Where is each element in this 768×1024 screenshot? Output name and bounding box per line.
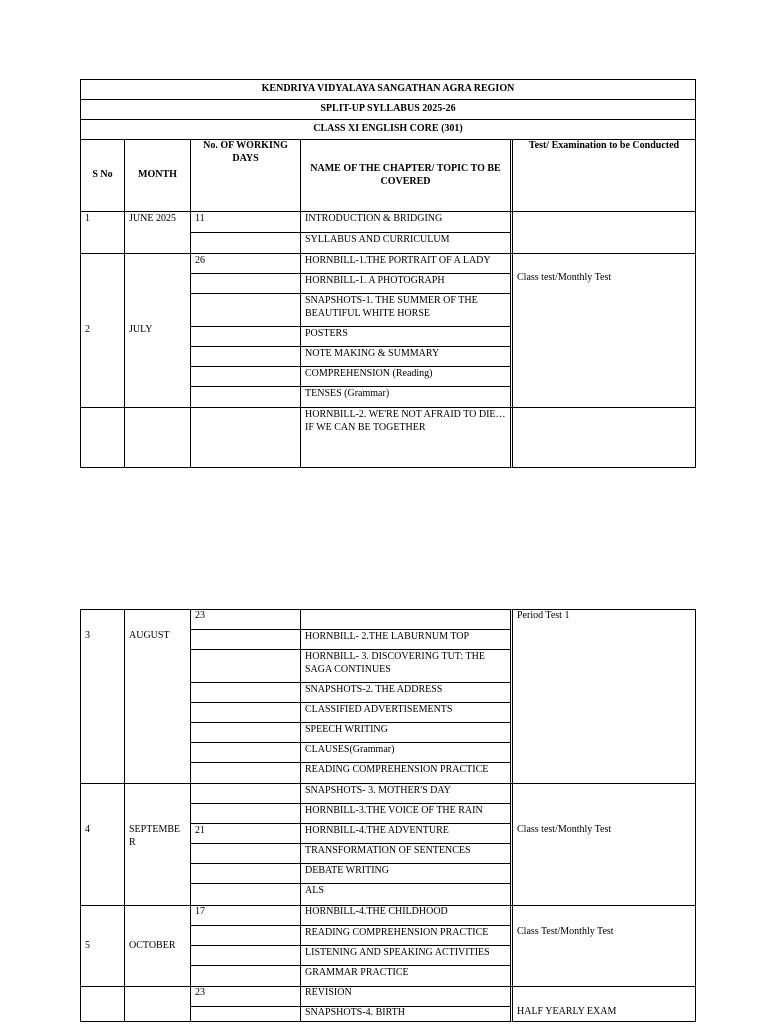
row2-topic: HORNBILL-1. A PHOTOGRAPH <box>300 273 511 294</box>
row1-test <box>510 211 696 254</box>
row4-days-empty <box>190 863 301 884</box>
row2b-days <box>190 407 301 468</box>
row3-days-empty <box>190 742 301 763</box>
row4-topic: SNAPSHOTS- 3. MOTHER'S DAY <box>300 783 511 804</box>
col-header-chapter: NAME OF THE CHAPTER/ TOPIC TO BE COVERED <box>300 139 511 212</box>
row5-days-empty <box>190 945 301 966</box>
row2-sno: 2 <box>80 253 125 408</box>
row5-month: OCTOBER <box>124 905 191 987</box>
row6-topic: SNAPSHOTS-4. BIRTH <box>300 1006 511 1022</box>
row3-days-empty <box>190 762 301 784</box>
row3-month: AUGUST <box>124 609 191 784</box>
row6-topic: REVISION <box>300 986 511 1007</box>
row5-days-empty <box>190 965 301 987</box>
row2b-sno <box>80 407 125 468</box>
row3-topic: HORNBILL- 2.THE LABURNUM TOP <box>300 629 511 650</box>
row2-topic: NOTE MAKING & SUMMARY <box>300 346 511 367</box>
row4-topic: ALS <box>300 883 511 906</box>
row3-days: 23 <box>190 609 301 630</box>
row2-days-empty <box>190 386 301 408</box>
row3-topic: CLASSIFIED ADVERTISEMENTS <box>300 702 511 723</box>
row2-topic: SNAPSHOTS-1. THE SUMMER OF THE BEAUTIFUL WHITE HORSE <box>300 293 511 327</box>
col-header-sno: S No <box>80 139 125 212</box>
row3-days-empty <box>190 722 301 743</box>
row3-days-empty <box>190 682 301 703</box>
row2-days-empty <box>190 293 301 327</box>
row4-days-empty <box>190 883 301 906</box>
row2-days: 26 <box>190 253 301 274</box>
row3-topic <box>300 609 511 630</box>
row4-test: Class test/Monthly Test <box>510 783 696 906</box>
row4-days-empty <box>190 843 301 864</box>
row3-days-empty <box>190 649 301 683</box>
row1-days: 11 <box>190 211 301 233</box>
row2-days-empty <box>190 326 301 347</box>
row2-days-empty <box>190 366 301 387</box>
row6-days-empty <box>190 1006 301 1022</box>
row2b-test <box>510 407 696 468</box>
col-header-days: No. OF WORKING DAYS <box>190 139 301 212</box>
row6-days: 23 <box>190 986 301 1007</box>
syllabus-table-1 <box>80 79 696 468</box>
row5-days-empty <box>190 925 301 946</box>
org-title: KENDRIYA VIDYALAYA SANGATHAN AGRA REGION <box>80 79 696 100</box>
row2-topic: TENSES (Grammar) <box>300 386 511 408</box>
row3-topic: CLAUSES(Grammar) <box>300 742 511 763</box>
row3-test: Period Test 1 <box>510 609 696 784</box>
row2-days-empty <box>190 273 301 294</box>
row1-topic: INTRODUCTION & BRIDGING <box>300 211 511 233</box>
row4-topic: HORNBILL-4.THE ADVENTURE <box>300 823 511 844</box>
row4-days: 21 <box>190 823 301 844</box>
row4-month: SEPTEMBE R <box>124 783 191 906</box>
row4-topic: TRANSFORMATION OF SENTENCES <box>300 843 511 864</box>
row3-sno: 3 <box>80 609 125 784</box>
row4-days-empty <box>190 783 301 804</box>
row4-sno: 4 <box>80 783 125 906</box>
class-title: CLASS XI ENGLISH CORE (301) <box>80 119 696 140</box>
row1-sno: 1 <box>80 211 125 254</box>
row4-topic: HORNBILL-3.THE VOICE OF THE RAIN <box>300 803 511 824</box>
row6-test: HALF YEARLY EXAM <box>510 986 696 1022</box>
row5-topic: READING COMPREHENSION PRACTICE <box>300 925 511 946</box>
row2-month: JULY <box>124 253 191 408</box>
syllabus-title: SPLIT-UP SYLLABUS 2025-26 <box>80 99 696 120</box>
row3-days-empty <box>190 629 301 650</box>
row4-days-empty <box>190 803 301 824</box>
row5-topic: GRAMMAR PRACTICE <box>300 965 511 987</box>
col-header-month: MONTH <box>124 139 191 212</box>
row2b-month <box>124 407 191 468</box>
row1-days-empty <box>190 232 301 254</box>
row6-sno <box>80 986 125 1022</box>
row3-topic: HORNBILL- 3. DISCOVERING TUT: THE SAGA CONTINUES <box>300 649 511 683</box>
row2-days-empty <box>190 346 301 367</box>
col-header-test: Test/ Examination to be Conducted <box>510 139 696 212</box>
row5-topic: HORNBILL-4.THE CHILDHOOD <box>300 905 511 926</box>
row3-days-empty <box>190 702 301 723</box>
row2-topic: COMPREHENSION (Reading) <box>300 366 511 387</box>
row2-test: Class test/Monthly Test <box>510 253 696 408</box>
row3-topic: READING COMPREHENSION PRACTICE <box>300 762 511 784</box>
row5-test: Class Test/Monthly Test <box>510 905 696 987</box>
row2-topic: HORNBILL-1.THE PORTRAIT OF A LADY <box>300 253 511 274</box>
row2-topic: POSTERS <box>300 326 511 347</box>
row5-topic: LISTENING AND SPEAKING ACTIVITIES <box>300 945 511 966</box>
row1-topic: SYLLABUS AND CURRICULUM <box>300 232 511 254</box>
row2b-topic: HORNBILL-2. WE'RE NOT AFRAID TO DIE…IF WE CAN BE TOGETHER <box>300 407 511 468</box>
row6-month <box>124 986 191 1022</box>
row5-days: 17 <box>190 905 301 926</box>
row3-topic: SPEECH WRITING <box>300 722 511 743</box>
row4-topic: DEBATE WRITING <box>300 863 511 884</box>
row1-month: JUNE 2025 <box>124 211 191 254</box>
row3-topic: SNAPSHOTS-2. THE ADDRESS <box>300 682 511 703</box>
syllabus-table-2 <box>80 609 696 1024</box>
row5-sno: 5 <box>80 905 125 987</box>
